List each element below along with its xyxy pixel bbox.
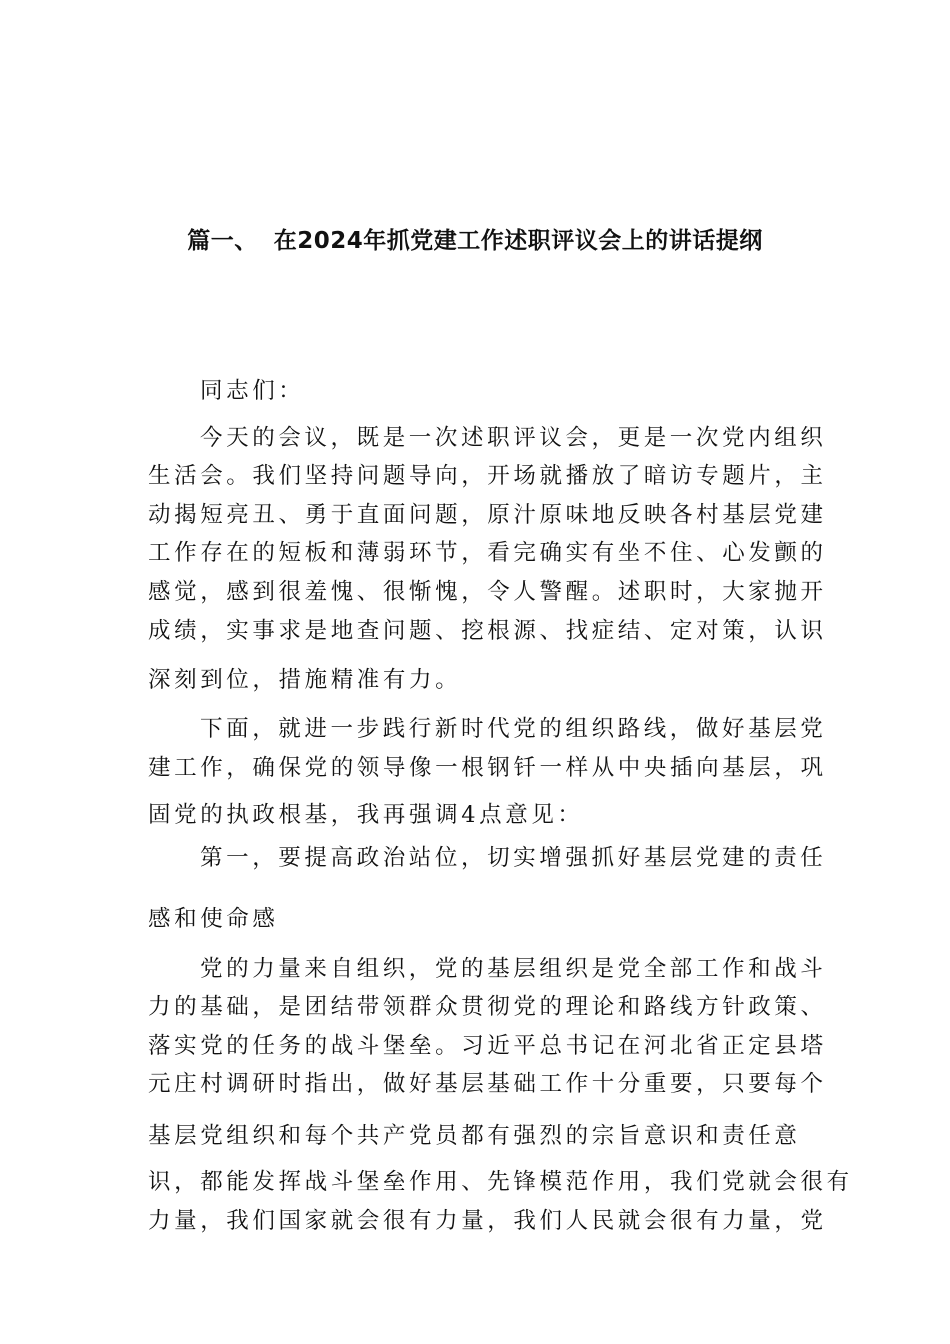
document-title bbox=[0, 222, 950, 255]
paragraph-line: 今天的会议，既是一次述职评议会，更是一次党内组织 bbox=[200, 425, 827, 451]
paragraph-line: 建工作，确保党的领导像一根钢钎一样从中央插向基层，巩 bbox=[148, 755, 827, 781]
section-heading-line: 感和使命感 bbox=[148, 906, 279, 932]
paragraph-line: 固党的执政根基，我再强调4点意见： bbox=[148, 802, 584, 828]
paragraph-line: 生活会。我们坚持问题导向，开场就播放了暗访专题片，主 bbox=[148, 463, 827, 489]
title-prefix: 篇一、 bbox=[187, 228, 258, 254]
paragraph-line: 基层党组织和每个共产党员都有强烈的宗旨意识和责任意 bbox=[148, 1123, 801, 1149]
paragraph-line: 成绩，实事求是地查问题、挖根源、找症结、定对策，认识 bbox=[148, 618, 827, 644]
paragraph-line: 落实党的任务的战斗堡垒。习近平总书记在河北省正定县塔 bbox=[148, 1033, 827, 1059]
paragraph-line: 识，都能发挥战斗堡垒作用、先锋模范作用，我们党就会很有 bbox=[148, 1169, 853, 1195]
paragraph-line: 党的力量来自组织，党的基层组织是党全部工作和战斗 bbox=[200, 956, 827, 982]
paragraph-line: 深刻到位，措施精准有力。 bbox=[148, 667, 462, 693]
title-main: 在2024年抓党建工作述职评议会上的讲话提纲 bbox=[273, 228, 763, 254]
paragraph-line: 力量，我们国家就会很有力量，我们人民就会很有力量，党 bbox=[148, 1208, 827, 1234]
paragraph-line: 动揭短亮丑、勇于直面问题，原汁原味地反映各村基层党建 bbox=[148, 502, 827, 528]
paragraph-line: 感觉，感到很羞愧、很惭愧，令人警醒。述职时，大家抛开 bbox=[148, 579, 827, 605]
paragraph-line: 工作存在的短板和薄弱环节，看完确实有坐不住、心发颤的 bbox=[148, 540, 827, 566]
paragraph-line: 元庄村调研时指出，做好基层基础工作十分重要，只要每个 bbox=[148, 1071, 827, 1097]
salutation: 同志们： bbox=[200, 378, 305, 404]
paragraph-line: 下面，就进一步践行新时代党的组织路线，做好基层党 bbox=[200, 716, 827, 742]
paragraph-line: 力的基础，是团结带领群众贯彻党的理论和路线方针政策、 bbox=[148, 994, 827, 1020]
section-heading-line: 第一，要提高政治站位，切实增强抓好基层党建的责任 bbox=[200, 845, 827, 871]
